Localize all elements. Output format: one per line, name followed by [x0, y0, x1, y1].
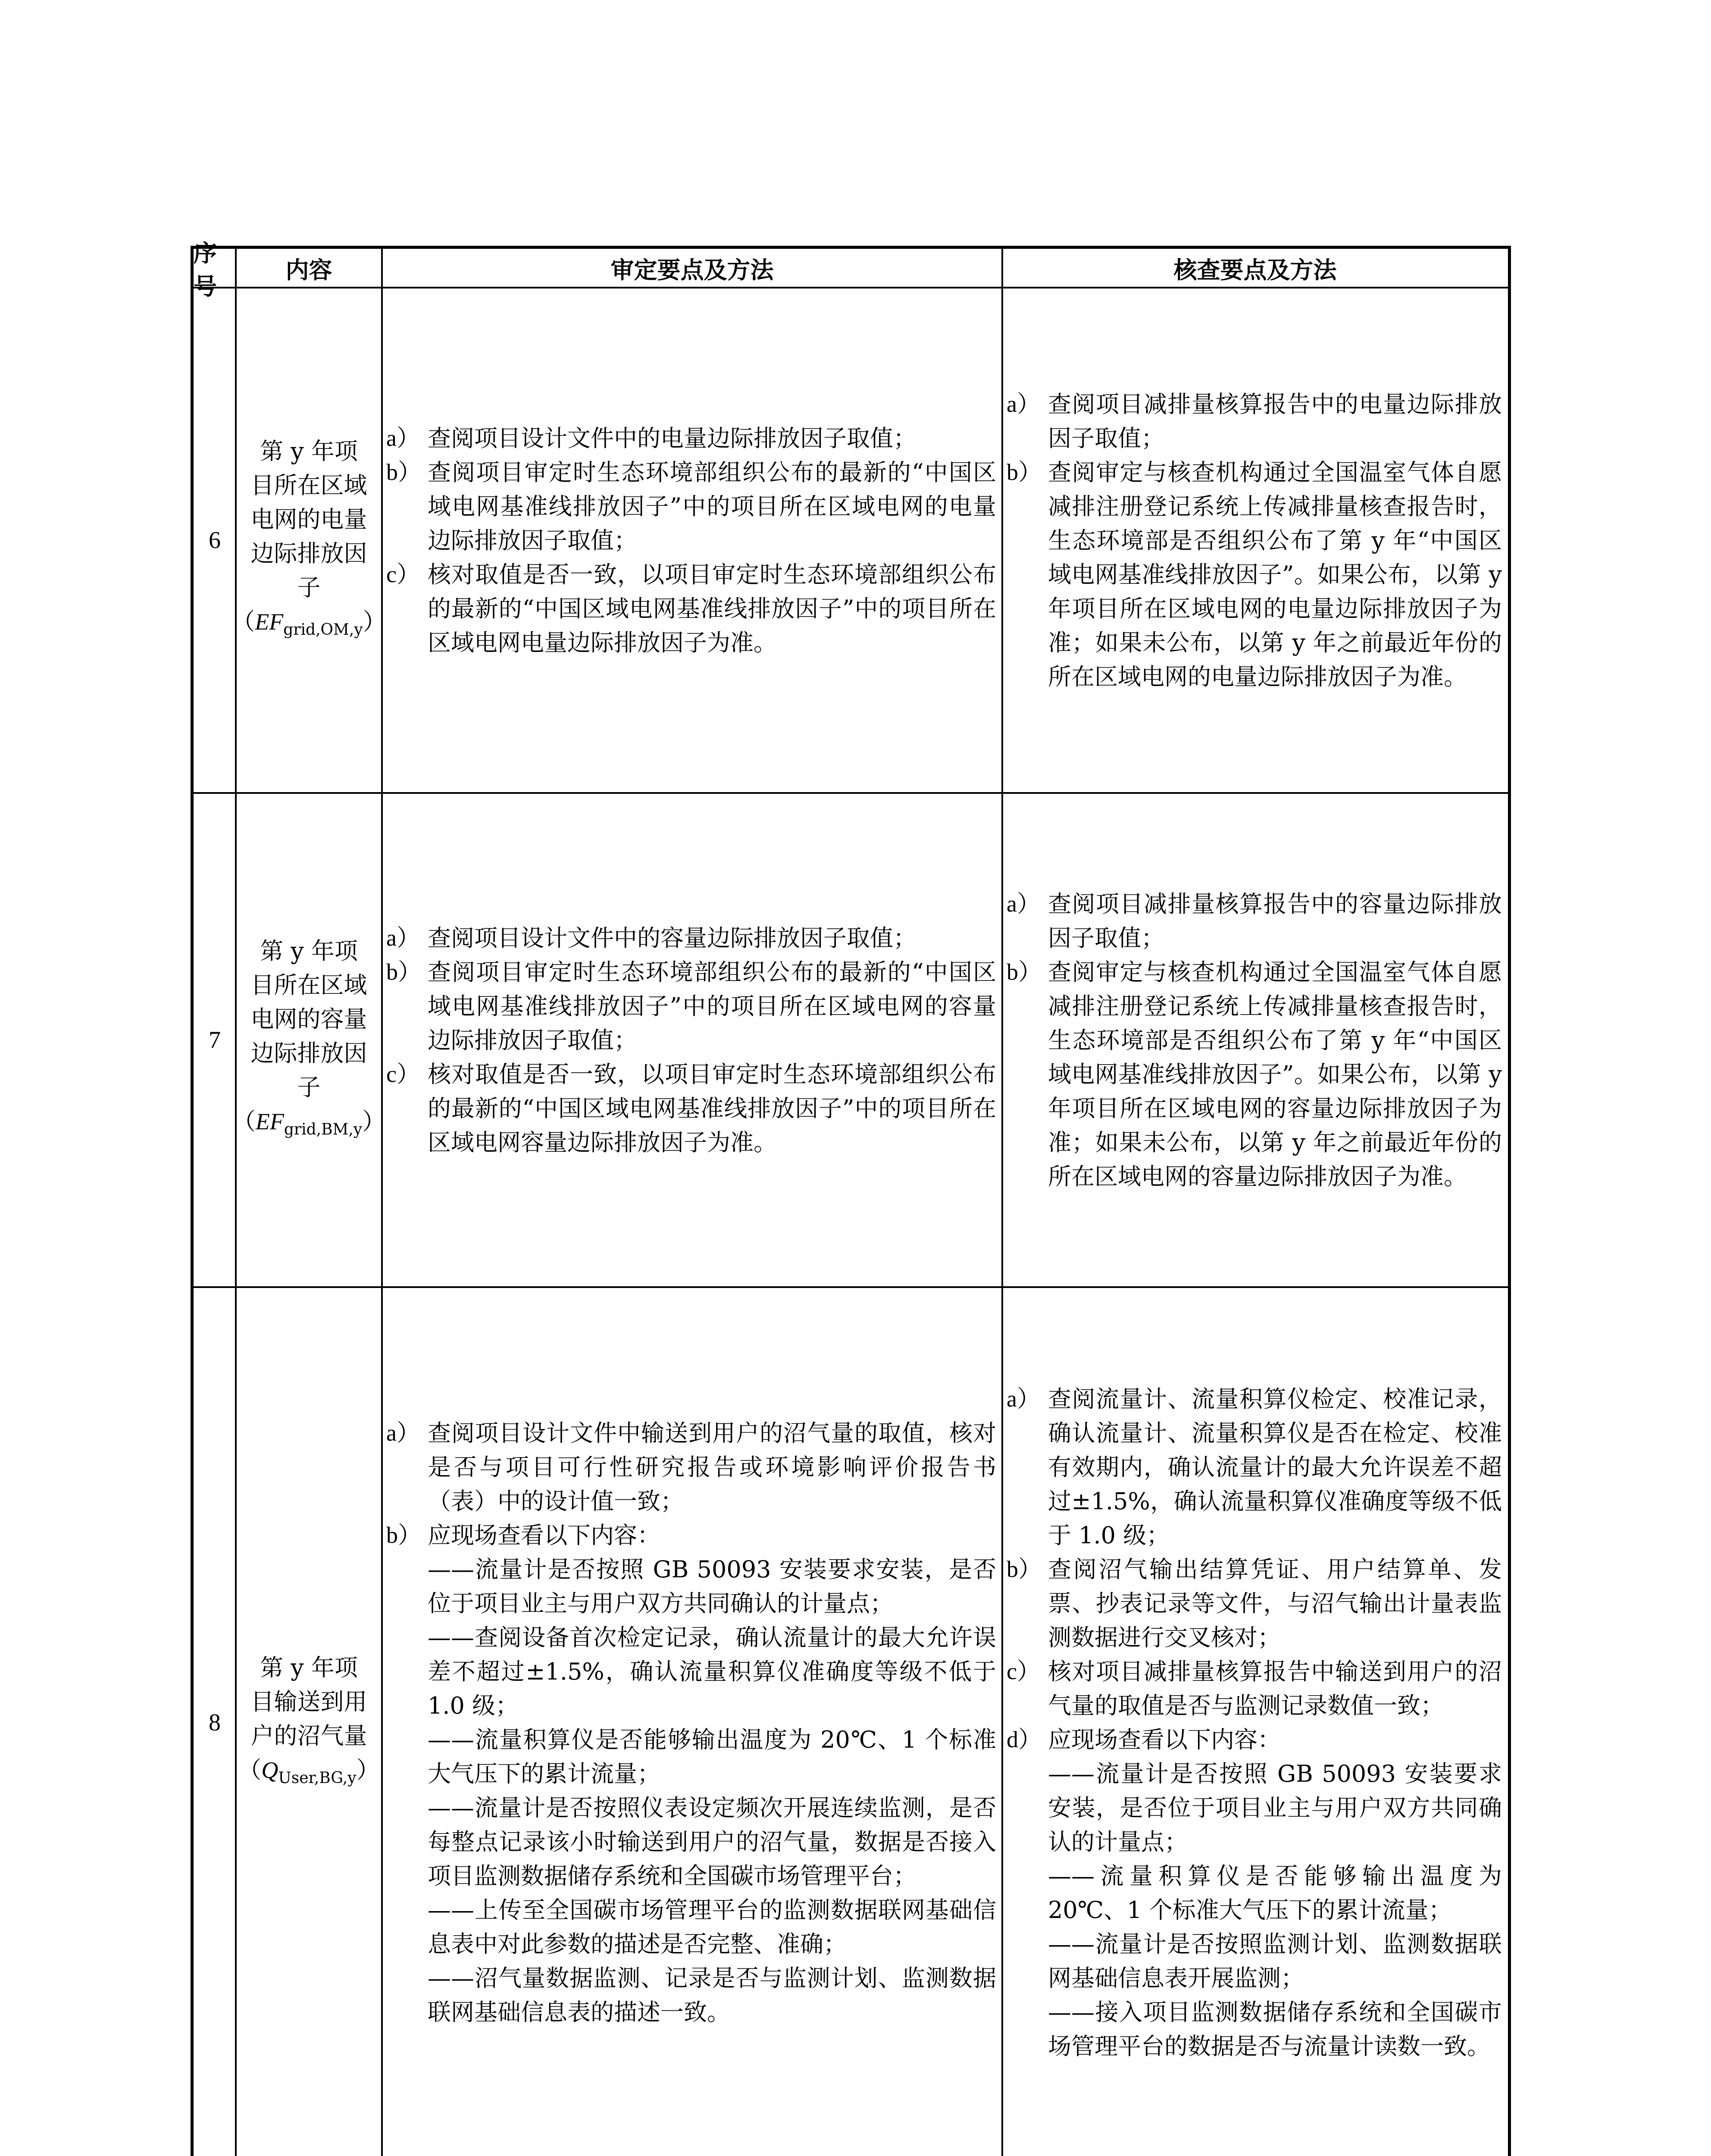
validation-cell: [382, 794, 1002, 1286]
paren-close: ）: [356, 1756, 380, 1783]
sub-item: ——查阅设备首次检定记录，确认流量计的最大允许误差不超过±1.5%，确认流量积算仪准确度等级不低于 1.0 级；: [428, 1624, 996, 1719]
row-number: 6: [209, 527, 221, 554]
content-cell: [231, 288, 386, 792]
list-item: [1007, 955, 1502, 1194]
formula-subscript: grid,BM,y: [284, 1120, 363, 1138]
row-number: 7: [209, 1027, 221, 1053]
item-text: 查阅审定与核查机构通过全国温室气体自愿减排注册登记系统上传减排量核查报告时，生态环境部是否组织公布了第 y 年“中国区域电网基准线排放因子”。如果公布，以第 y 年项目所在区域电网的电量边际排放因子为准；如果未公布，以第 y 年之前最近年份的所在区域电网的电量边际排放因子为准。: [1048, 458, 1502, 690]
list-item: [1007, 387, 1502, 455]
content-cell: [232, 794, 386, 1286]
item-text: 核对取值是否一致，以项目审定时生态环境部组织公布的最新的“中国区域电网基准线排放因子”中的项目所在区域电网电量边际排放因子为准。: [428, 561, 996, 656]
item-text: 查阅流量计、流量积算仪检定、校准记录，确认流量计、流量积算仪是否在检定、校准有效期内，确认流量计的最大允许误差不超过±1.5%，确认流量积算仪准确度等级不低于 1.0 级；: [1048, 1385, 1502, 1549]
item-text: 应现场查看以下内容：: [428, 1522, 660, 1549]
content-text: 第 y 年项目所在区域电网的容量边际排放因子: [250, 937, 367, 1101]
formula-symbol: EF: [255, 1108, 284, 1134]
item-label: a）: [386, 1420, 420, 1446]
paren-close: ）: [363, 608, 386, 635]
list-item: [386, 558, 996, 660]
item-label: b）: [1007, 959, 1042, 985]
list-item: [386, 1518, 996, 1552]
verification-cell: [1002, 794, 1508, 1286]
list-item: [1007, 455, 1502, 694]
header-no: 序号: [194, 240, 217, 300]
formula-subscript: grid,OM,y: [283, 620, 363, 639]
item-text: 查阅审定与核查机构通过全国温室气体自愿减排注册登记系统上传减排量核查报告时，生态环境部是否组织公布了第 y 年“中国区域电网基准线排放因子”。如果公布，以第 y 年项目所在区域电网的容量边际排放因子为准；如果未公布，以第 y 年之前最近年份的所在区域电网的容量边际排放因子为准。: [1048, 958, 1502, 1190]
content-text: 第 y 年项目所在区域电网的电量边际排放因子: [250, 437, 367, 601]
content-formula: [231, 605, 386, 647]
item-label: c）: [386, 1061, 420, 1087]
list-item: [386, 1057, 996, 1159]
item-label: a）: [386, 425, 420, 451]
paren-open: （: [232, 1107, 256, 1135]
item-text: 核对取值是否一致，以项目审定时生态环境部组织公布的最新的“中国区域电网基准线排放因子”中的项目所在区域电网容量边际排放因子为准。: [428, 1060, 996, 1156]
validation-cell: [382, 1288, 1002, 2156]
item-text: 查阅项目设计文件中的电量边际排放因子取值；: [428, 424, 916, 452]
item-label: a）: [386, 924, 420, 951]
sub-item: ——沼气量数据监测、记录是否与监测计划、监测数据联网基础信息表的描述一致。: [428, 1965, 996, 2026]
list-item: [386, 955, 996, 1057]
list-item: [386, 921, 996, 955]
row-number: 8: [209, 1709, 221, 1736]
item-text: 查阅项目审定时生态环境部组织公布的最新的“中国区域电网基准线排放因子”中的项目所在区域电网的容量边际排放因子取值；: [428, 958, 996, 1054]
sub-item: ——接入项目监测数据储存系统和全国碳市场管理平台的数据是否与流量计读数一致。: [1048, 1999, 1502, 2060]
item-text: 核对项目减排量核算报告中输送到用户的沼气量的取值是否与监测记录数值一致；: [1048, 1658, 1502, 1719]
item-label: a）: [1007, 391, 1040, 417]
formula-subscript: User,BG,y: [278, 1769, 357, 1787]
formula-symbol: Q: [261, 1757, 278, 1783]
list-item: [386, 421, 996, 455]
item-text: 查阅沼气输出结算凭证、用户结算单、发票、抄表记录等文件，与沼气输出计量表监测数据进行交叉核对；: [1048, 1556, 1502, 1651]
item-text: 查阅项目减排量核算报告中的电量边际排放因子取值；: [1048, 390, 1502, 452]
validation-cell: [382, 288, 1002, 792]
item-label: c）: [1007, 1658, 1040, 1684]
item-label: b）: [1007, 1556, 1042, 1582]
item-text: 查阅项目减排量核算报告中的容量边际排放因子取值；: [1048, 890, 1502, 952]
header-validation: 审定要点及方法: [610, 256, 774, 284]
list-item: [1007, 887, 1502, 955]
content-cell: [236, 1288, 382, 2156]
verification-cell: [1002, 1288, 1508, 2156]
content-text: 第 y 年项目输送到用户的沼气量: [250, 1654, 367, 1749]
verification-cell: [1002, 288, 1508, 792]
header-verification: 核查要点及方法: [1173, 256, 1337, 284]
sub-item: ——流量积算仪是否能够输出温度为 20℃、1 个标准大气压下的累计流量；: [428, 1726, 996, 1787]
item-label: c）: [386, 561, 420, 587]
criteria-table: [191, 240, 1511, 2156]
sub-item: ——流量计是否按照 GB 50093 安装要求安装，是否位于项目业主与用户双方共同确认的计量点；: [428, 1556, 996, 1617]
sub-item: ——流量计是否按照监测计划、监测数据联网基础信息表开展监测；: [1048, 1930, 1502, 1992]
content-formula: [238, 1753, 379, 1795]
item-text: 查阅项目审定时生态环境部组织公布的最新的“中国区域电网基准线排放因子”中的项目所在区域电网的电量边际排放因子取值；: [428, 458, 996, 554]
list-item: [1007, 1723, 1502, 1757]
sub-item: ——流量积算仪是否能够输出温度为 20℃、1 个标准大气压下的累计流量；: [1048, 1862, 1502, 1924]
item-label: a）: [1007, 890, 1040, 917]
item-label: d）: [1007, 1727, 1042, 1752]
item-text: 查阅项目设计文件中输送到用户的沼气量的取值，核对是否与项目可行性研究报告或环境影响评价报告书（表）中的设计值一致；: [428, 1420, 996, 1515]
list-item: [386, 455, 996, 558]
item-label: b）: [386, 1522, 421, 1548]
list-item: [1007, 1552, 1502, 1655]
item-label: a）: [1007, 1386, 1040, 1412]
paren-open: （: [238, 1756, 262, 1783]
header-content: 内容: [285, 256, 332, 284]
item-text: 应现场查看以下内容：: [1048, 1726, 1281, 1753]
formula-symbol: EF: [255, 608, 284, 635]
item-label: b）: [386, 959, 421, 985]
sub-item: ——流量计是否按照 GB 50093 安装要求安装，是否位于项目业主与用户双方共同确认的计量点；: [1048, 1760, 1502, 1855]
list-item: [1007, 1382, 1502, 1552]
list-item: [1007, 1655, 1502, 1723]
paren-open: （: [231, 608, 255, 635]
content-formula: [232, 1104, 385, 1147]
sub-item: ——流量计是否按照仪表设定频次开展连续监测，是否每整点记录该小时输送到用户的沼气量，数据是否接入项目监测数据储存系统和全国碳市场管理平台；: [428, 1794, 996, 1890]
item-label: b）: [1007, 459, 1042, 485]
list-item: [386, 1416, 996, 1518]
item-label: b）: [386, 459, 421, 485]
paren-close: ）: [362, 1107, 386, 1135]
sub-item: ——上传至全国碳市场管理平台的监测数据联网基础信息表中对此参数的描述是否完整、准确；: [428, 1896, 996, 1958]
item-text: 查阅项目设计文件中的容量边际排放因子取值；: [428, 924, 916, 952]
